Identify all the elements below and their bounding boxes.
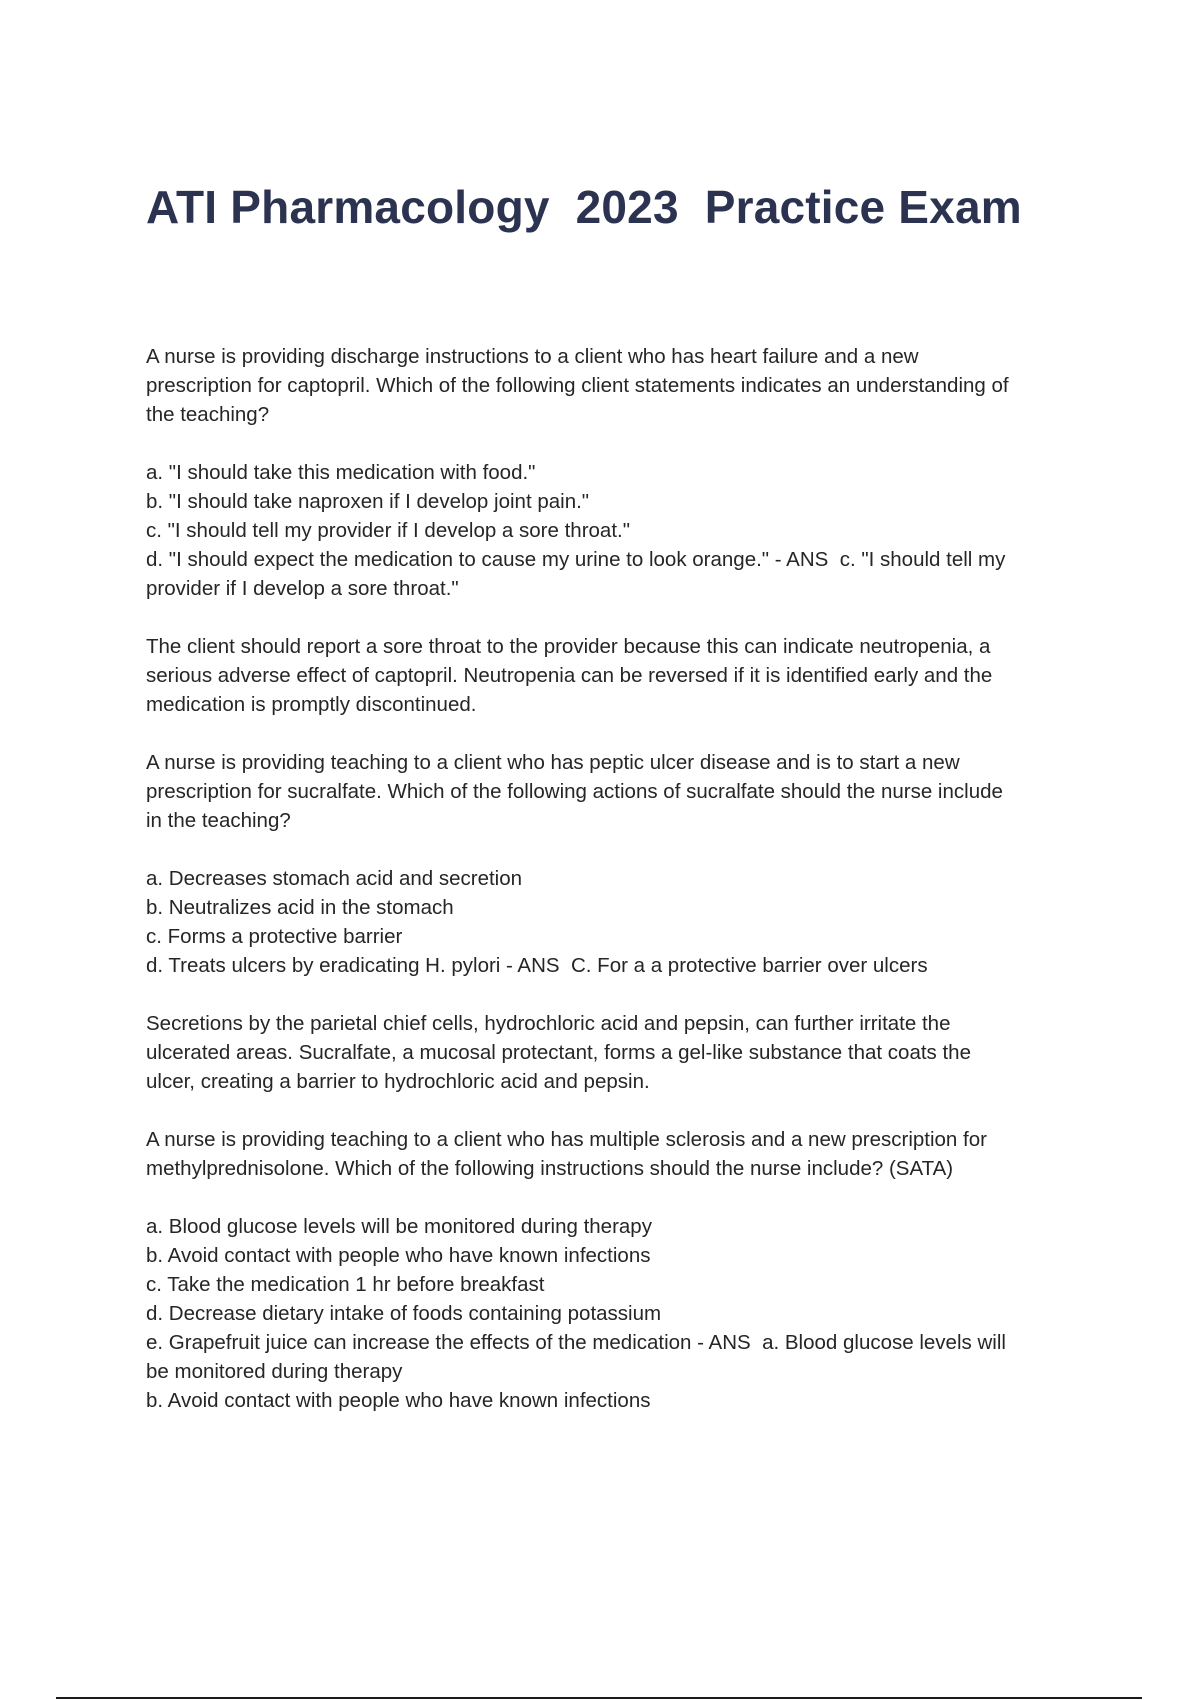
option-line: b. Neutralizes acid in the stomach: [146, 896, 454, 919]
option-line: d. "I should expect the medication to cause my urine to look orange." - ANS c. "I should tell my: [146, 548, 1006, 571]
question-1-rationale: [146, 632, 1086, 719]
option-line: b. Avoid contact with people who have known infections: [146, 1389, 651, 1412]
option-line: a. Decreases stomach acid and secretion: [146, 867, 523, 890]
question-2-options: [146, 864, 1086, 980]
text-line: medication is promptly discontinued.: [146, 693, 477, 716]
option-line: d. Decrease dietary intake of foods containing potassium: [146, 1302, 662, 1325]
text-line: in the teaching?: [146, 809, 291, 832]
text-line: ulcerated areas. Sucralfate, a mucosal protectant, forms a gel-like substance that coats the: [146, 1041, 971, 1064]
option-line: a. Blood glucose levels will be monitored during therapy: [146, 1215, 652, 1238]
option-line: e. Grapefruit juice can increase the effects of the medication - ANS a. Blood glucose levels will: [146, 1331, 1006, 1354]
option-line: c. Forms a protective barrier: [146, 925, 403, 948]
text-line: A nurse is providing teaching to a client who has peptic ulcer disease and is to start a new: [146, 751, 960, 774]
page-title: ATI Pharmacology 2023 Practice Exam: [146, 181, 1022, 233]
text-line: Secretions by the parietal chief cells, hydrochloric acid and pepsin, can further irritate the: [146, 1012, 951, 1035]
text-line: the teaching?: [146, 403, 270, 426]
text-line: prescription for sucralfate. Which of the following actions of sucralfate should the nurse include: [146, 780, 1003, 803]
text-line: ulcer, creating a barrier to hydrochloric acid and pepsin.: [146, 1070, 650, 1093]
text-line: A nurse is providing discharge instructions to a client who has heart failure and a new: [146, 345, 919, 368]
question-1-stem: [146, 342, 1086, 429]
option-line: c. "I should tell my provider if I develop a sore throat.": [146, 519, 631, 542]
option-line: provider if I develop a sore throat.": [146, 577, 459, 600]
option-line: b. Avoid contact with people who have known infections: [146, 1244, 651, 1267]
question-1-options: [146, 458, 1086, 603]
option-line: a. "I should take this medication with food.": [146, 461, 536, 484]
text-line: A nurse is providing teaching to a client who has multiple sclerosis and a new prescription for: [146, 1128, 987, 1151]
option-line: b. "I should take naproxen if I develop joint pain.": [146, 490, 590, 513]
text-line: serious adverse effect of captopril. Neutropenia can be reversed if it is identified early and the: [146, 664, 993, 687]
option-line: c. Take the medication 1 hr before breakfast: [146, 1273, 545, 1296]
option-line: d. Treats ulcers by eradicating H. pylori - ANS C. For a a protective barrier over ulcers: [146, 954, 928, 977]
page-bottom-divider: [56, 1697, 1142, 1699]
option-line: be monitored during therapy: [146, 1360, 403, 1383]
question-2-rationale: [146, 1009, 1086, 1096]
text-line: methylprednisolone. Which of the following instructions should the nurse include? (SATA): [146, 1157, 954, 1180]
question-3-stem: [146, 1125, 1086, 1183]
question-3-options: [146, 1212, 1086, 1415]
text-line: prescription for captopril. Which of the following client statements indicates an understanding of: [146, 374, 1009, 397]
text-line: The client should report a sore throat to the provider because this can indicate neutropenia, a: [146, 635, 991, 658]
question-2-stem: [146, 748, 1086, 835]
document-body: [146, 342, 1086, 1444]
